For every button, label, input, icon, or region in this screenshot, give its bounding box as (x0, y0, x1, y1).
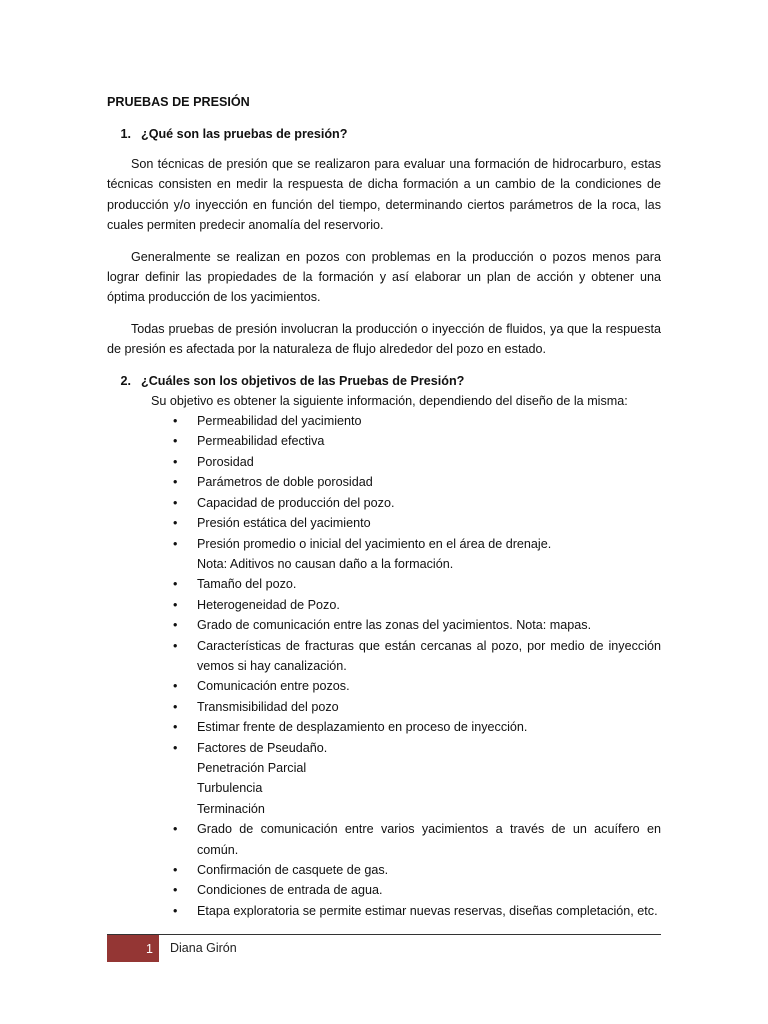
list-item (107, 636, 661, 677)
list-item (107, 738, 661, 820)
bullet-icon: • (173, 740, 178, 755)
list-item-text: Capacidad de producción del pozo. (197, 495, 395, 510)
bullet-icon: • (173, 414, 178, 429)
page-number-box (107, 935, 159, 962)
list-item-text: Confirmación de casquete de gas. (197, 863, 389, 877)
question-1-text: ¿Qué son las pruebas de presión? (141, 127, 348, 141)
list-item (107, 860, 661, 880)
objectives-intro: Su objetivo es obtener la siguiente información, dependiendo del diseño de la misma: (151, 393, 628, 408)
list-item-text: Presión estática del yacimiento (197, 516, 371, 531)
document-body (107, 92, 661, 921)
bullet-icon: • (173, 679, 178, 694)
paragraph-2: Generalmente se realizan en pozos con problemas en la producción o pozos menos para lograr definir las propiedades de la formación y así elaborar un plan de acción y obtener una óptima producción de los yacimientos. (107, 249, 661, 305)
list-item (107, 513, 661, 533)
bullet-icon: • (173, 863, 178, 877)
list-item-text: Grado de comunicación entre las zonas del yacimientos. Nota: mapas. (197, 618, 592, 633)
list-item-text: Parámetros de doble porosidad (197, 475, 373, 490)
bullet-icon: • (173, 822, 178, 837)
list-item (107, 615, 661, 635)
list-item (107, 880, 661, 900)
bullet-icon: • (173, 516, 178, 531)
document-title: PRUEBAS DE PRESIÓN (107, 95, 250, 109)
list-item-text: Permeabilidad efectiva (197, 434, 325, 449)
list-item (107, 472, 661, 492)
list-item (107, 717, 661, 737)
list-item-text: Condiciones de entrada de agua. (197, 883, 383, 898)
list-item (107, 431, 661, 451)
question-1-heading (107, 124, 661, 144)
bullet-icon: • (173, 720, 178, 735)
list-item-subline: Nota: Aditivos no causan daño a la formación. (197, 556, 454, 571)
list-item-text: Etapa exploratoria se permite estimar nuevas reservas, diseñas completación, etc. (197, 903, 658, 918)
footer-author: Diana Girón (170, 941, 237, 955)
question-2-text: ¿Cuáles son los objetivos de las Pruebas de Presión? (141, 373, 465, 388)
bullet-icon: • (173, 454, 178, 469)
list-item (107, 493, 661, 513)
list-item (107, 452, 661, 472)
bullet-icon: • (173, 618, 178, 633)
bullet-icon: • (173, 638, 178, 653)
bullet-icon: • (173, 536, 178, 551)
bullet-icon: • (173, 434, 178, 449)
list-item-text: Comunicación entre pozos. (197, 679, 350, 694)
list-item-subline: Turbulencia (197, 781, 263, 796)
list-item-text: Tamaño del pozo. (197, 577, 297, 592)
list-item-subline: Terminación (197, 801, 265, 816)
list-item (107, 676, 661, 696)
bullet-icon: • (173, 903, 178, 918)
bullet-icon: • (173, 577, 178, 592)
list-item-text: Heterogeneidad de Pozo. (197, 597, 340, 612)
bullet-icon: • (173, 699, 178, 714)
objectives-list (107, 411, 661, 921)
list-item-text: Grado de comunicación entre varios yacimientos a través de un acuífero en común. (197, 822, 661, 857)
list-item-text: Factores de Pseudaño. (197, 740, 328, 755)
list-item (107, 411, 661, 431)
paragraph-3: Todas pruebas de presión involucran la producción o inyección de fluidos, ya que la respuesta de presión es afectada por la naturaleza de flujo alrededor del pozo en estado. (107, 321, 661, 357)
question-1-number: 1. (120, 127, 131, 141)
list-item-text: Transmisibilidad del pozo (197, 699, 339, 714)
list-item-subline: Penetración Parcial (197, 760, 307, 775)
list-item-text: Presión promedio o inicial del yacimiento en el área de drenaje. (197, 536, 552, 551)
list-item-text: Estimar frente de desplazamiento en proceso de inyección. (197, 720, 528, 735)
list-item (107, 819, 661, 860)
list-item-text: Características de fracturas que están cercanas al pozo, por medio de inyección vemos si hay canalización. (197, 638, 661, 673)
list-item-text: Permeabilidad del yacimiento (197, 414, 362, 429)
list-item (107, 574, 661, 594)
question-2-heading (107, 371, 661, 391)
page-number: 1 (146, 941, 153, 956)
bullet-icon: • (173, 883, 178, 898)
bullet-icon: • (173, 597, 178, 612)
paragraph-1: Son técnicas de presión que se realizaron para evaluar una formación de hidrocarburo, estas técnicas consisten en medir la respuesta de dicha formación a un cambio de la condiciones de producción y/o inyección en función del tiempo, determinando ciertos parámetros de la roca, las cuales permiten predecir anomalía del reservorio. (107, 157, 661, 233)
list-item (107, 534, 661, 575)
list-item (107, 595, 661, 615)
list-item-text: Porosidad (197, 454, 254, 469)
list-item (107, 697, 661, 717)
question-2-number: 2. (120, 373, 131, 388)
list-item (107, 901, 661, 921)
bullet-icon: • (173, 495, 178, 510)
bullet-icon: • (173, 475, 178, 490)
footer-rule (107, 934, 661, 935)
